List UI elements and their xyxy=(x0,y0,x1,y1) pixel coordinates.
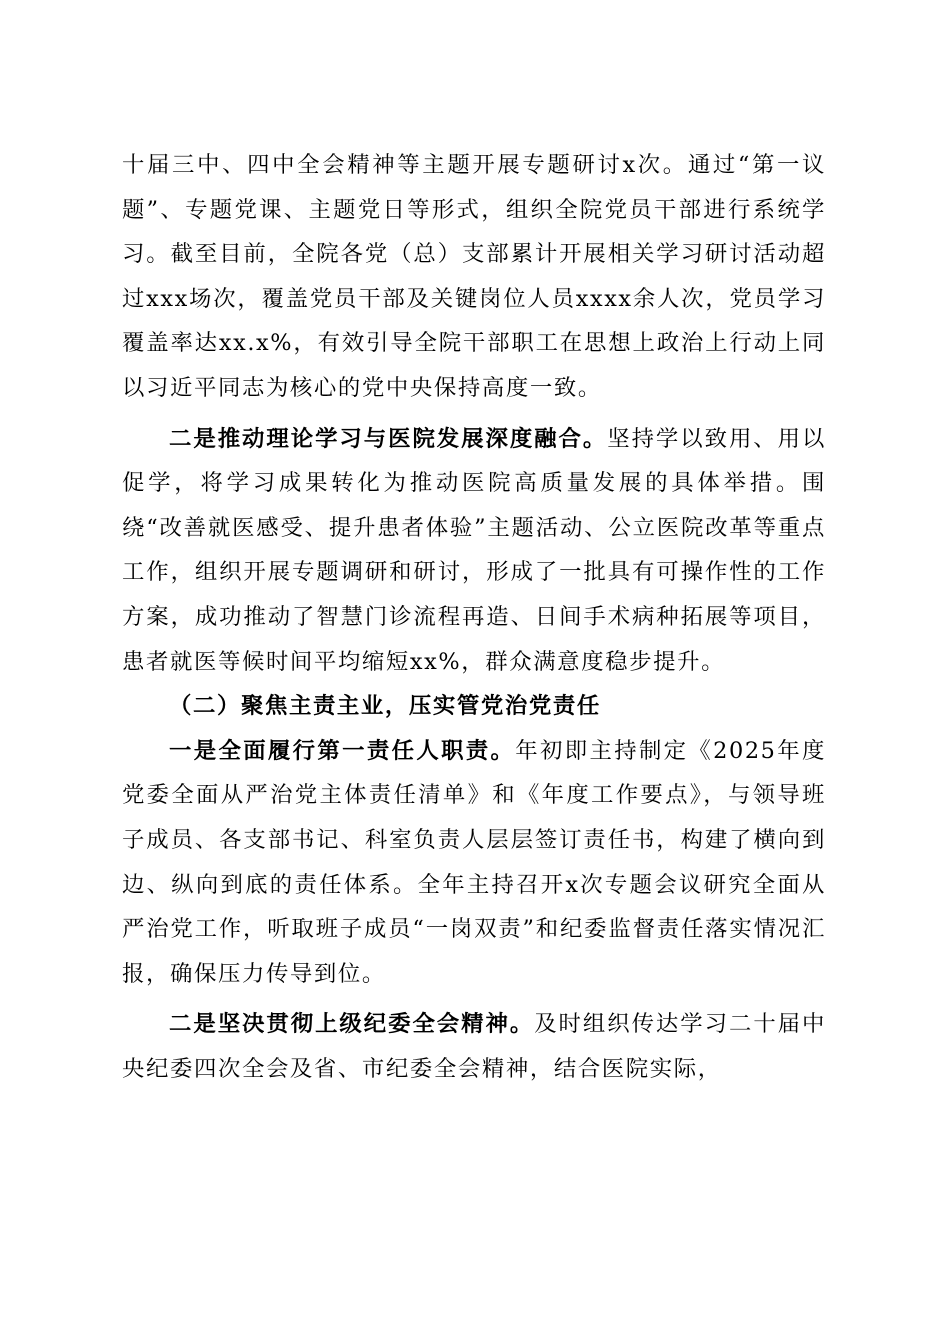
paragraph-study-summary xyxy=(122,143,826,411)
paragraph-first-responsibility xyxy=(122,729,826,997)
paragraph-text: 十届三中、四中全会精神等主题开展专题研讨x次。通过“第一议题”、专题党课、主题党日等形式，组织全院党员干部进行系统学习。截至目前，全院各党（总）支部累计开展相关学习研讨活动超过xxx场次，覆盖党员干部及关键岗位人员xxxx余人次，党员学习覆盖率达xx.x%，有效引导全院干部职工在思想上政治上行动上同以习近平同志为核心的党中央保持高度一致。 xyxy=(122,152,826,401)
paragraph-discipline-meeting xyxy=(122,1002,826,1091)
paragraph-text: 及时组织传达学习二十届中央纪委四次全会及省、市纪委全会精神，结合医院实际， xyxy=(122,1011,827,1082)
section-heading: （二）聚焦主责主业，压实管党治党责任 xyxy=(169,693,601,720)
paragraph-text: 年初即主持制定《2025年度党委全面从严治党主体责任清单》和《年度工作要点》，与领导班子成员、各支部书记、科室负责人层层签订责任书，构建了横向到边、纵向到底的责任体系。全年主持召开x次专题会议研究全面从严治党工作，听取班子成员“一岗双责”和纪委监督责任落实情况汇报，确保压力传导到位。 xyxy=(122,737,826,987)
paragraph-lead: 二是坚决贯彻上级纪委全会精神。 xyxy=(169,1011,535,1038)
paragraph-lead: 一是全面履行第一责任人职责。 xyxy=(169,737,516,764)
paragraph-lead: 二是推动理论学习与医院发展深度融合。 xyxy=(169,425,608,452)
paragraph-theory-integration xyxy=(122,417,826,685)
paragraph-text: 坚持学以致用、用以促学，将学习成果转化为推动医院高质量发展的具体举措。围绕“改善就医感受、提升患者体验”主题活动、公立医院改革等重点工作，组织开展专题调研和研讨，形成了一批具有可操作性的工作方案，成功推动了智慧门诊流程再造、日间手术病种拓展等项目，患者就医等候时间平均缩短xx%，群众满意度稳步提升。 xyxy=(122,425,826,675)
document-body xyxy=(122,143,826,1091)
